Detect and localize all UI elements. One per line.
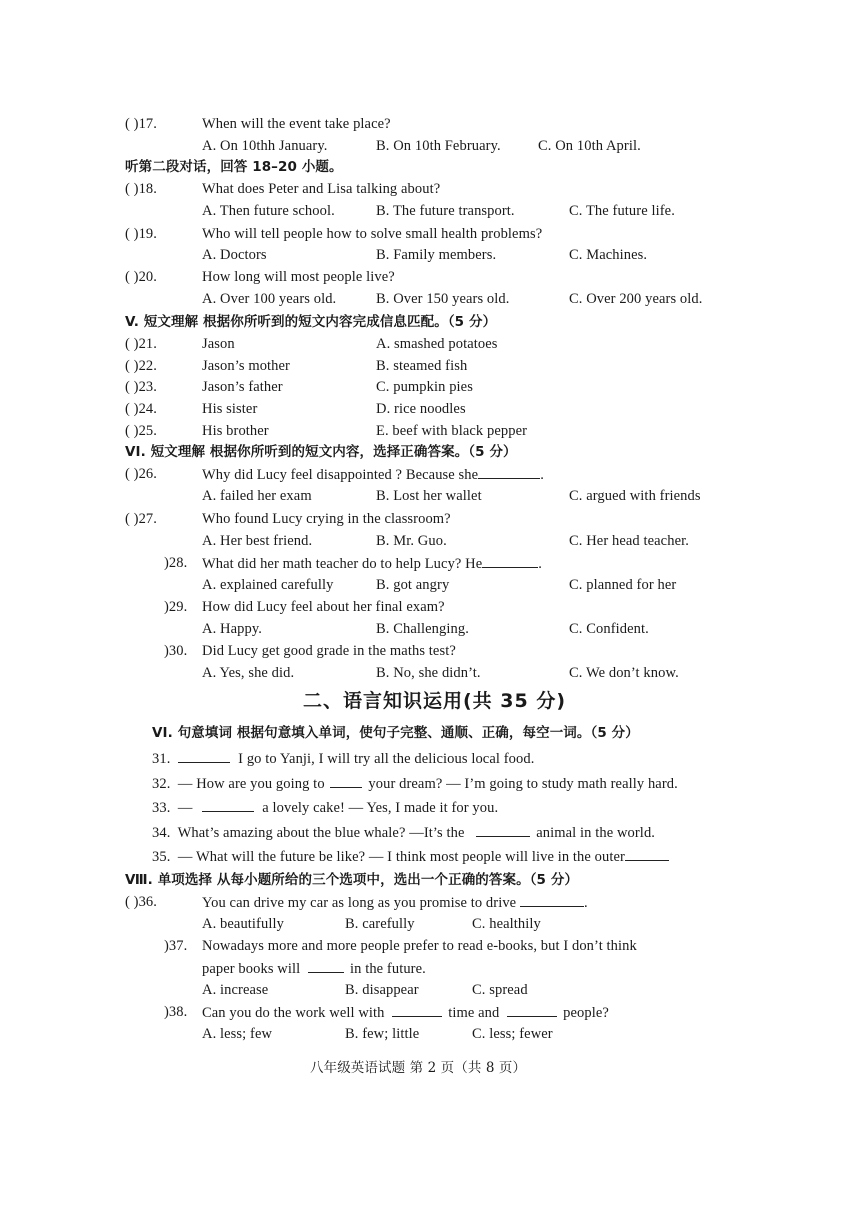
q29-option-a: A. Happy. <box>202 621 262 637</box>
q20-number: ( )20. <box>125 269 158 285</box>
q20-option-b: B. Over 150 years old. <box>376 291 510 307</box>
q38-option-b: B. few; little <box>345 1026 420 1042</box>
q37-stem: Nowadays more and more people prefer to read e-books, but I don’t think <box>202 938 637 954</box>
q30-number: )30. <box>164 643 188 659</box>
q17-option-a: A. On 10thh January. <box>202 138 328 154</box>
q20-option-a: A. Over 100 years old. <box>202 291 337 307</box>
q33: 33. — a lovely cake! — Yes, I made it for you. <box>152 797 498 818</box>
q18-number: ( )18. <box>125 181 158 197</box>
q21-left: Jason <box>202 336 235 352</box>
q28-number: )28. <box>164 555 188 571</box>
q26-option-c: C. argued with friends <box>569 488 701 504</box>
q38-option-a: A. less; few <box>202 1026 273 1042</box>
q38-option-c: C. less; fewer <box>472 1026 553 1042</box>
q17-option-b: B. On 10th February. <box>376 138 501 154</box>
q18-option-b: B. The future transport. <box>376 203 515 219</box>
q21-right: A. smashed potatoes <box>376 336 498 352</box>
q38-stem: Can you do the work well with time and people? <box>202 1002 609 1023</box>
q28-blank <box>482 553 538 568</box>
q20-stem: How long will most people live? <box>202 269 395 285</box>
q37-number: )37. <box>164 938 188 954</box>
q29-stem: How did Lucy feel about her final exam? <box>202 599 445 615</box>
q25-left: His brother <box>202 423 269 439</box>
q19-stem: Who will tell people how to solve small health problems? <box>202 226 543 242</box>
q19-option-b: B. Family members. <box>376 247 497 263</box>
q29-number: )29. <box>164 599 188 615</box>
q37-blank <box>308 958 344 973</box>
section-6-heading: VI. 短文理解 根据你所听到的短文内容，选择正确答案。（5 分） <box>125 444 517 460</box>
q22-right: B. steamed fish <box>376 358 468 374</box>
q30-option-a: A. Yes, she did. <box>202 665 295 681</box>
q26-stem: Why did Lucy feel disappointed ? Because she . <box>202 464 544 485</box>
q36-option-a: A. beautifully <box>202 916 284 932</box>
q37-stem-line2: paper books will in the future. <box>202 958 426 979</box>
q27-number: ( )27. <box>125 511 158 527</box>
section-7-heading: VI. 句意填词 根据句意填入单词，使句子完整、通顺、正确，每空一词。（5 分） <box>152 725 639 741</box>
q26-option-b: B. Lost her wallet <box>376 488 482 504</box>
q30-option-b: B. No, she didn’t. <box>376 665 481 681</box>
q38-blank-1 <box>392 1002 442 1017</box>
q28-option-c: C. planned for her <box>569 577 677 593</box>
q18-option-a: A. Then future school. <box>202 203 335 219</box>
q27-option-c: C. Her head teacher. <box>569 533 689 549</box>
q25-number: ( )25. <box>125 423 158 439</box>
q36-blank <box>520 892 584 907</box>
q25-right: E. beef with black pepper <box>376 423 528 439</box>
q38-blank-2 <box>507 1002 557 1017</box>
section-dialog2-heading: 听第二段对话，回答 18–20 小题。 <box>125 159 343 175</box>
part2-title: 二、语言知识运用(共 35 分) <box>303 690 567 712</box>
q36-option-b: B. carefully <box>345 916 415 932</box>
q24-number: ( )24. <box>125 401 158 417</box>
q29-option-c: C. Confident. <box>569 621 649 637</box>
q27-option-a: A. Her best friend. <box>202 533 313 549</box>
section-8-heading: Ⅷ. 单项选择 从每小题所给的三个选项中，选出一个正确的答案。（5 分） <box>125 872 579 888</box>
q35: 35. — What will the future be like? — I think most people will live in the outer <box>152 846 669 867</box>
q17-number: ( )17. <box>125 116 158 132</box>
q36-stem: You can drive my car as long as you promise to drive . <box>202 892 588 913</box>
q23-left: Jason’s father <box>202 379 283 395</box>
q36-number: ( )36. <box>125 894 158 910</box>
q37-option-a: A. increase <box>202 982 269 998</box>
q22-number: ( )22. <box>125 358 158 374</box>
q18-option-c: C. The future life. <box>569 203 675 219</box>
q19-option-a: A. Doctors <box>202 247 267 263</box>
q37-option-c: C. spread <box>472 982 528 998</box>
q35-blank <box>625 846 669 861</box>
q34-blank <box>476 822 530 837</box>
q36-option-c: C. healthily <box>472 916 541 932</box>
q29-option-b: B. Challenging. <box>376 621 469 637</box>
q18-stem: What does Peter and Lisa talking about? <box>202 181 441 197</box>
q28-option-b: B. got angry <box>376 577 450 593</box>
q23-number: ( )23. <box>125 379 158 395</box>
q33-blank <box>202 797 254 812</box>
q26-blank <box>478 464 540 479</box>
q37-option-b: B. disappear <box>345 982 419 998</box>
q19-option-c: C. Machines. <box>569 247 648 263</box>
q26-number: ( )26. <box>125 466 158 482</box>
q32: 32. — How are you going to your dream? — I’m going to study math really hard. <box>152 773 678 794</box>
q34: 34. What’s amazing about the blue whale? —It’s the animal in the world. <box>152 822 655 843</box>
section-5-heading: V. 短文理解 根据你所听到的短文内容完成信息匹配。（5 分） <box>125 314 497 330</box>
q22-left: Jason’s mother <box>202 358 290 374</box>
q23-right: C. pumpkin pies <box>376 379 473 395</box>
q38-number: )38. <box>164 1004 188 1020</box>
q31: 31. I go to Yanji, I will try all the delicious local food. <box>152 748 534 769</box>
q31-blank <box>178 748 230 763</box>
q28-option-a: A. explained carefully <box>202 577 334 593</box>
q27-option-b: B. Mr. Guo. <box>376 533 447 549</box>
q27-stem: Who found Lucy crying in the classroom? <box>202 511 451 527</box>
q24-left: His sister <box>202 401 258 417</box>
q17-option-c: C. On 10th April. <box>538 138 641 154</box>
q26-option-a: A. failed her exam <box>202 488 312 504</box>
q30-option-c: C. We don’t know. <box>569 665 679 681</box>
q28-stem: What did her math teacher do to help Lucy? He . <box>202 553 542 574</box>
q30-stem: Did Lucy get good grade in the maths test? <box>202 643 456 659</box>
q21-number: ( )21. <box>125 336 158 352</box>
q17-stem: When will the event take place? <box>202 116 391 132</box>
q24-right: D. rice noodles <box>376 401 466 417</box>
page-footer: 八年级英语试题 第 2 页（共 8 页） <box>310 1060 527 1076</box>
q19-number: ( )19. <box>125 226 158 242</box>
q32-blank <box>330 773 362 788</box>
q20-option-c: C. Over 200 years old. <box>569 291 703 307</box>
